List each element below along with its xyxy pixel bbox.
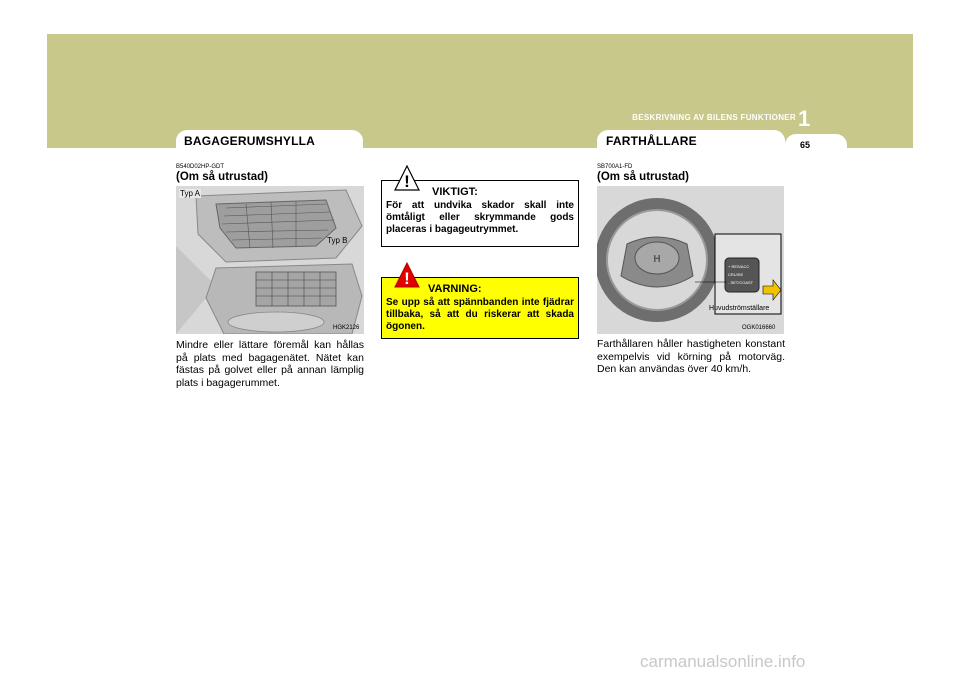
svg-text:!: ! xyxy=(404,172,410,191)
footer-watermark: carmanualsonline.info xyxy=(640,652,806,671)
svg-text:+ RES/ACC: + RES/ACC xyxy=(728,264,750,269)
page-number: 65 xyxy=(799,140,810,150)
steering-wheel-image xyxy=(597,186,784,334)
main-switch-label: Huvudströmställare xyxy=(709,305,770,312)
svg-text:- SET/COAST: - SET/COAST xyxy=(728,280,754,285)
left-body-text: Mindre eller lättare föremål kan hållas på plats med bagagenätet. Nätet kan fästas på golvet eller på annan lämplig plats i bagagerummet. xyxy=(176,339,364,389)
right-section-title: FARTHÅLLARE xyxy=(606,134,697,148)
right-section-code: SB700A1-FD xyxy=(597,164,633,170)
svg-text:CRUISE: CRUISE xyxy=(728,272,744,277)
left-section-title: BAGAGERUMSHYLLA xyxy=(184,134,315,148)
caution-triangle-icon xyxy=(394,165,420,196)
notice-title: VIKTIGT: xyxy=(432,186,478,198)
chapter-number: 1 xyxy=(798,106,811,131)
left-section-subtitle: (Om så utrustad) xyxy=(176,171,269,183)
notice-text: För att undvika skador skall inte ömtåligt eller skrymmande gods placeras i bagageutrymmet. xyxy=(386,200,574,235)
type-b-label: Typ B xyxy=(327,236,348,245)
svg-text:H: H xyxy=(653,254,661,265)
right-body-text: Farthållaren håller hastigheten konstant exempelvis vid körning på motorväg. Den kan användas över 40 km/h. xyxy=(597,338,785,375)
right-image-code: OGK016660 xyxy=(742,325,776,331)
warning-triangle-icon xyxy=(394,262,420,293)
chapter-title: BESKRIVNING AV BILENS FUNKTIONER xyxy=(632,113,796,122)
svg-text:!: ! xyxy=(404,269,410,288)
warning-title: VARNING: xyxy=(428,283,482,295)
left-section-code: B540D02HP-GDT xyxy=(176,164,225,170)
header-band xyxy=(47,34,913,148)
type-a-label: Typ A xyxy=(180,189,201,198)
cargo-net-illustration xyxy=(176,186,364,334)
right-section-subtitle: (Om så utrustad) xyxy=(597,171,690,183)
left-image-code: HGK2126 xyxy=(333,325,360,331)
cargo-net-image xyxy=(176,186,364,334)
warning-text: Se upp så att spännbanden inte fjädrar tillbaka, så att du riskerar att skada ögonen. xyxy=(386,297,574,332)
